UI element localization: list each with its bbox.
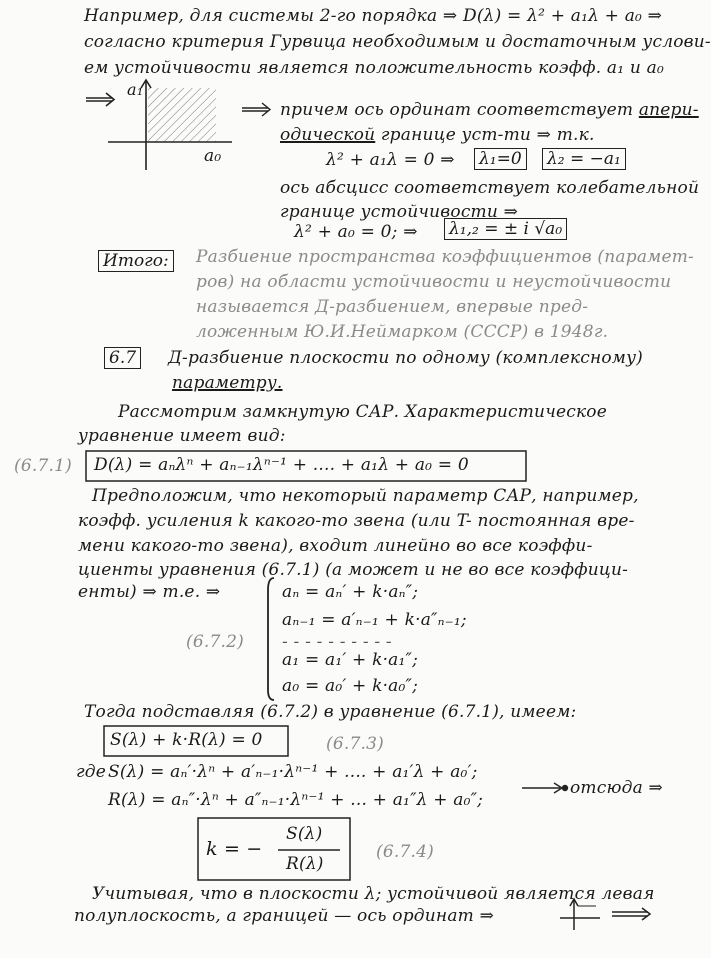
section-number-box: 6.7 [104,347,141,369]
para-line-8: Тогда подставляя (6.7.2) в уравнение (6.7.1), имеем: [84,702,577,722]
text-line-3: ем устойчивости является положительность коэфф. a₁ и a₀ [84,58,664,78]
para-line-5: мени какого-то звена), входит линейно во все коэффи- [78,536,593,556]
text-r03: λ² + a₁λ = 0 ⇒ [326,150,455,170]
arrow-to-plot [86,93,114,106]
eq-6-7-4-label: (6.7.4) [376,842,434,862]
summary-line-1: Разбиение пространства коэффициентов (парамет- [196,247,694,267]
s-definition: S(λ) = aₙ′·λⁿ + a′ₙ₋₁·λⁿ⁻¹ + .... + a₁′λ + a₀′; [108,762,478,782]
text-r01: причем ось ординат соответствует апери- [280,100,699,120]
para-line-6: циенты уравнения (6.7.1) (а может и не во все коэффици- [78,560,629,580]
para-line-11: Учитывая, что в плоскости λ; устойчивой является левая [92,884,655,904]
para-line-4: коэфф. усиления k какого-то звена (или T- постоянная вре- [78,511,635,531]
root-box-1: λ₁=0 [474,148,527,170]
itogo-box: Итого: [98,250,174,272]
hence-label: отсюда ⇒ [570,778,663,798]
system-eq-3: a₁ = a₁′ + k·a₁″; [282,650,418,670]
eq-6-7-3: S(λ) + k·R(λ) = 0 [110,730,263,750]
para-line-1: Рассмотрим замкнутую САР. Характеристическое [118,402,608,422]
eq-6-7-4-lhs: k = − [206,838,263,860]
root-box-3: λ₁,₂ = ± i √a₀ [444,218,567,240]
eq-6-7-1-label: (6.7.1) [14,456,72,476]
text-r06: λ² + a₀ = 0; ⇒ [294,222,418,242]
system-eq-4: a₀ = a₀′ + k·a₀″; [282,676,418,696]
summary-line-4: ложенным Ю.И.Неймарком (СССР) в 1948г. [196,322,609,342]
root-box-2: λ₂ = −a₁ [542,148,626,170]
eq-6-7-3-label: (6.7.3) [326,734,384,754]
text-line-2: согласно критерия Гурвица необходимым и достаточным услови- [84,32,711,52]
plot-x-axis-label: a₀ [204,146,222,166]
text-r02: одической границе уст-ти ⇒ т.к. [280,125,595,145]
eq-6-7-4-numerator: S(λ) [286,824,323,844]
para-line-7: енты) ⇒ т.е. ⇒ [78,582,221,602]
eq-6-7-1: D(λ) = aₙλⁿ + aₙ₋₁λⁿ⁻¹ + .... + a₁λ + a₀ = 0 [94,455,469,475]
r-definition: R(λ) = aₙ″·λⁿ + a″ₙ₋₁·λⁿ⁻¹ + ... + a₁″λ + a₀″; [108,790,484,810]
text-r04: ось абсцисс соответствует колебательной [280,178,700,198]
system-dots: - - - - - - - - - - [282,632,392,652]
hatched-region [148,88,216,142]
system-eq-2: aₙ₋₁ = a′ₙ₋₁ + k·a″ₙ₋₁; [282,610,467,630]
section-title-line-1: Д-разбиение плоскости по одному (комплексному) [168,348,643,368]
system-eq-1: aₙ = aₙ′ + k·aₙ″; [282,582,419,602]
system-brace [268,578,274,700]
summary-line-2: ров) на области устойчивости и неустойчивости [196,272,672,292]
eq-6-7-2-label: (6.7.2) [186,632,244,652]
section-title-line-2: параметру. [172,373,283,393]
para-line-12: полуплоскость, а границей — ось ординат ⇒ [74,906,495,926]
plot-y-axis-label: a₁ [127,80,144,99]
where-label: где [76,762,107,782]
para-line-3: Предположим, что некоторый параметр САР, например, [92,486,639,506]
eq-6-7-4-denominator: R(λ) [286,854,324,874]
summary-line-3: называется Д-разбиением, впервые пред- [196,297,589,317]
para-line-2: уравнение имеет вид: [78,426,286,446]
text-r05: границе устойчивости ⇒ [280,202,519,222]
text-line-1: Например, для системы 2-го порядка ⇒ D(λ) = λ² + a₁λ + a₀ ⇒ [84,6,663,26]
